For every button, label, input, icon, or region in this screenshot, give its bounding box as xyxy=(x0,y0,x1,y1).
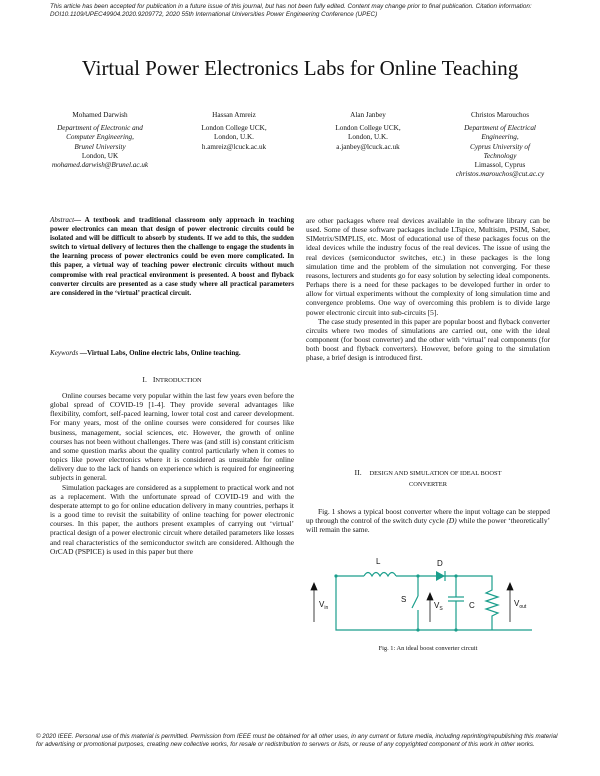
load-resistor xyxy=(480,576,498,630)
author-email[interactable]: h.amreiz@lcuck.ac.uk xyxy=(201,142,267,151)
section-1-heading xyxy=(50,375,294,384)
author-line: Brunel University xyxy=(74,142,126,151)
paragraph: The case study presented in this paper are popular boost and flyback converter circuits where two modes of simulations are carried out, one with the ideal component (for boost converter) and the other with ‘virtual’ real components (for both boost and flyback converters). However, before going to the simulation phase, a brief design is introduced first. xyxy=(306,316,550,363)
author-4 xyxy=(430,111,570,179)
author-line: Limassol, Cyprus xyxy=(474,161,526,170)
section-title: DESIGN AND SIMULATION OF IDEAL BOOST xyxy=(369,470,502,477)
node-dot xyxy=(454,574,457,577)
section-title: NTRODUCTION xyxy=(155,377,202,384)
figure-caption: Fig. 1: An ideal boost converter circuit xyxy=(378,645,478,652)
vin-label: $V_{in}$ xyxy=(319,600,329,611)
author-line: London, U.K. xyxy=(348,133,388,142)
paragraph: Simulation packages are considered as a supplement to practical work and not as a replacement. With the unfortunate spread of COVID-19 and with the desperate attempt to go for online education delivery in many countries, perhaps it is a good time to revisit the suitability of online teaching for power electronic courses. In this paper, the authors present examples of carrying out ‘virtual’ practical design of a power electronic circuit where detailed parameters like losses and real characteristics of the semiconductor switch are considered. Although the OrCAD (PSPICE) is used in this paper but there xyxy=(50,482,294,556)
paragraph: Online courses became very popular within the last few years even before the global spread of COVID-19 [1-4]. They provide several advantages like flexibility, comfort, self-paced learning, lower total cost and career development. For many years, most of the online courses were considered for courses like business, management, social sciences, etc. However, the growth of online courses has not been without challenges. There was (and still is) constant criticism and some question marks about the quality control particularly when it comes to topics like power electronics where it is considered as unsuitable for online delivery due to the lack of hands on experience which is required for engineering subjects in general. xyxy=(50,391,294,483)
author-2 xyxy=(164,111,304,152)
voltage-arrows xyxy=(311,583,513,622)
switch-blade xyxy=(412,596,418,608)
keywords xyxy=(50,349,294,357)
author-line: London, U.K. xyxy=(214,133,254,142)
vout-arrowhead xyxy=(507,583,513,590)
copyright-footer: © 2020 IEEE. Personal use of this material is permitted. Permission from IEEE must be obtained for all other uses, in any current or future media, including reprinting/republishing this material for advertising or promotional purposes, creating new collective works, for resale or redistribution to servers or lists, or reuse of any copyrighted component of this work in other works. xyxy=(36,733,558,749)
author-line: Department of Electronic and xyxy=(57,124,143,133)
author-line: London College UCK, xyxy=(335,124,401,133)
paragraph xyxy=(306,507,550,534)
paragraph: are other packages where real devices available in the software library can be used. Some of these software packages include LTspice, Multisim, PSIM, Saber, SIMetrix/SIMPLIS, etc. Most of educational use of these packages focus on the ideal devices while the industry focus of the real devices. The issue of using the real devices (semiconductor switches, etc.) in these packages is the long simulation time and the problem of the simulation not converging. For these reasons, lecturers and students go for easy solution by selecting ideal components. Perhaps there is a need for these packages to be developed further in order to allow for virtual experiments without the complexity of long simulation time and convergence problems. One way of overcoming this problem is to divide large power electronic circuit into sub-circuits [5]. xyxy=(306,216,550,317)
paragraph-text: while the power ‘theoretically’ will remain the same. xyxy=(306,516,551,535)
section-number: I. xyxy=(142,375,147,384)
abstract xyxy=(50,216,294,298)
author-line: London, UK xyxy=(81,151,119,160)
author-name: Christos Marouchos xyxy=(470,111,530,119)
node-dot xyxy=(334,574,337,577)
author-line: Department of Electrical xyxy=(464,124,536,133)
section-number: II. xyxy=(354,468,362,477)
vs-arrowhead xyxy=(427,593,433,600)
right-column-body xyxy=(306,216,550,363)
author-name: Alan Janbey xyxy=(350,111,386,119)
boost-converter-figure xyxy=(306,550,550,642)
duty-cycle-symbol: (D) xyxy=(446,516,457,526)
author-line: London College UCK, xyxy=(201,124,267,133)
diode-label: D xyxy=(437,559,443,568)
vin-arrowhead xyxy=(311,583,317,590)
node-dot xyxy=(416,628,419,631)
author-line: Engineering, xyxy=(481,133,519,142)
section-title: CONVERTER xyxy=(409,481,447,488)
diode-symbol xyxy=(436,571,445,581)
switch-label: S xyxy=(401,595,407,604)
author-line: Cyprus University of xyxy=(470,142,530,151)
section-2-body xyxy=(306,507,550,534)
section-title-initial: I xyxy=(152,375,156,384)
author-name: Mohamed Darwish xyxy=(72,111,128,119)
author-email[interactable]: christos.marouchos@cut.ac.cy xyxy=(455,170,545,179)
author-email[interactable]: mohamed.darwish@Brunel.ac.uk xyxy=(51,161,149,170)
keywords-label: Keywords xyxy=(50,349,79,357)
node-dot xyxy=(454,628,457,631)
vout-label: $V_{out}$ xyxy=(514,599,527,610)
publication-notice: This article has been accepted for publication in a future issue of this journal, but has not been fully edited. Content may change prior to final publication. Citation information: DOI10.1109/UPEC49904.2020.9209772, 2020 55th International Universities Power Engineering Conference (UPEC) xyxy=(50,3,532,19)
author-name: Hassan Amreiz xyxy=(212,111,256,119)
inductor-symbol xyxy=(364,573,396,577)
abstract-text: — A textbook and traditional classroom only approach in teaching power electronics can mean that design of power electronic circuits could be isolated and will be difficult to absorb by students. If we add to this, the sudden switch to virtual delivery of lectures then the challenge to engage the students in the learning process of power electronics could be even more complicated. In this paper, a virtual way of teaching power electronic circuits without much compromise with real practical environment is presented. A boost and flyback converter circuits are presented as a case study where all practical parameters are considered in the ‘virtual’ practical circuit. xyxy=(50,216,294,297)
capacitor-label: C xyxy=(469,601,475,610)
author-3 xyxy=(298,111,438,152)
abstract-label: Abstract xyxy=(50,216,75,224)
paper-title: Virtual Power Electronics Labs for Online Teaching xyxy=(81,56,519,80)
node-dot xyxy=(416,574,419,577)
author-email[interactable]: a.janbey@lcuck.ac.uk xyxy=(336,142,400,151)
paragraph-text: Fig. 1 shows a typical boost converter where the input voltage can be stepped up through the control of the switch duty cycle xyxy=(306,507,550,526)
vs-label: $V_S$ xyxy=(434,601,443,612)
keywords-text: —Virtual Labs, Online electric labs, Online teaching. xyxy=(78,349,241,357)
section-2-heading xyxy=(306,468,550,490)
inductor-label: L xyxy=(376,557,381,566)
author-line: Computer Engineering, xyxy=(66,133,134,142)
section-1-body xyxy=(50,391,294,556)
author-1 xyxy=(30,111,170,170)
author-line: Technology xyxy=(483,151,517,160)
